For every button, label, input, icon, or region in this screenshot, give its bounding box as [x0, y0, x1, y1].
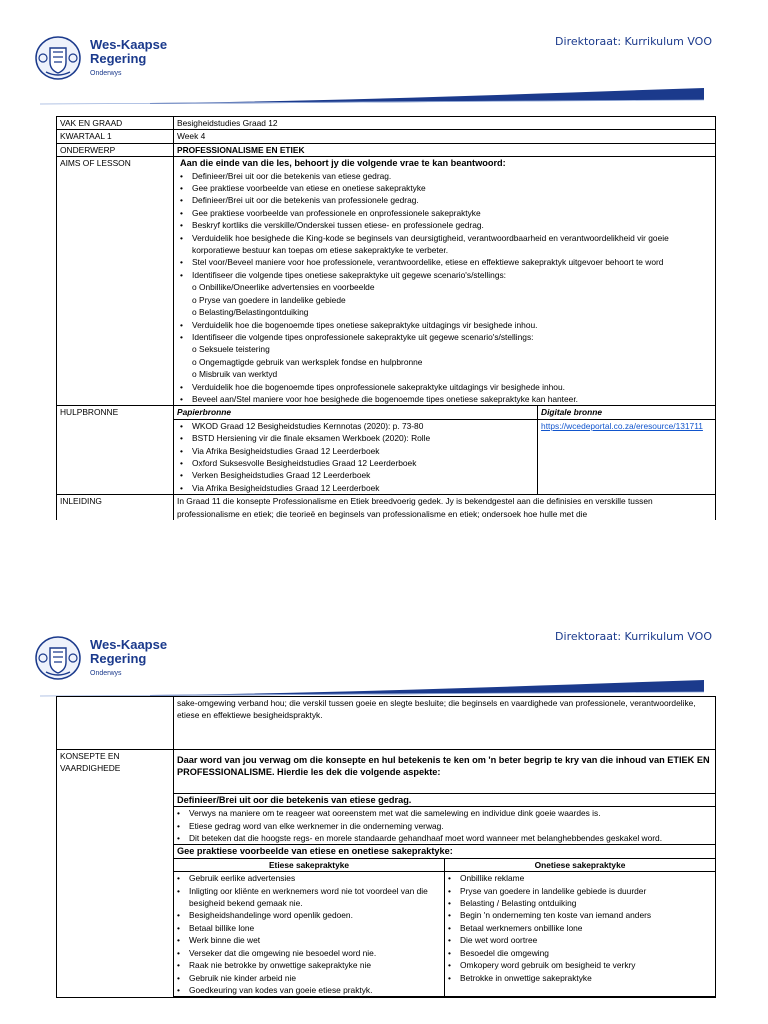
- sub-item: o Belasting/Belastingontduiking: [192, 307, 309, 318]
- table-row: [57, 143, 716, 156]
- list-item: • Via Afrika Besigheidstudies Graad 12 Leerderboek: [177, 482, 534, 494]
- list-item: • Verduidelik hoe die bogenoemde tipes onetiese sakepraktyke uitdagings vir besighede inhou.: [177, 319, 712, 331]
- table-row: [57, 750, 716, 998]
- list-item: • Besoedel die omgewing: [445, 947, 715, 959]
- list-item: • Verseker dat die omgewing nie besoedel word nie.: [174, 947, 444, 959]
- aims-list-2: [177, 319, 712, 344]
- aims-cell: [174, 157, 716, 406]
- list-item: • Beskryf kortliks die verskille/Onderskei tussen etiese- en professionele gedrag.: [177, 219, 712, 231]
- table-row: [57, 117, 716, 130]
- def-cell: [174, 807, 715, 845]
- list-item: • Verwys na maniere om te reageer wat ooreenstem met wat die samelewing en individue dink goeie waardes is.: [174, 807, 715, 819]
- aims-heading: Aan die einde van die les, behoort jy die volgende vrae te kan beantwoord:: [180, 158, 506, 169]
- list-item: • Onbillike reklame: [445, 872, 715, 884]
- list-item: • Raak nie betrokke by onwettige sakepraktyke nie: [174, 959, 444, 971]
- list-item: • Beveel aan/Stel maniere voor hoe besighede die bogenoemde tipes onetiese sakepraktyke kan hanteer.: [177, 393, 712, 405]
- list-item: • Definieer/Brei uit oor die betekenis van etiese gedrag.: [177, 170, 712, 182]
- paper-list: [177, 420, 534, 494]
- list-item: • WKOD Graad 12 Besigheidstudies Kernnotas (2020): p. 73-80: [177, 420, 534, 432]
- wcg-logo: [34, 630, 194, 685]
- header-swoosh: [0, 678, 768, 698]
- subject-label: VAK EN GRAAD: [57, 117, 174, 130]
- list-item: • Etiese gedrag word van elke werknemer in die onderneming verwag.: [174, 820, 715, 832]
- concepts-label: KONSEPTE EN VAARDIGHEDE: [57, 750, 174, 998]
- list-item: • Definieer/Brei uit oor die betekenis van professionele gedrag.: [177, 194, 712, 206]
- examples-heading: Gee praktiese voorbeelde van etiese en onetiese sakepraktyke:: [174, 845, 715, 858]
- empty-label-cell: [57, 697, 174, 750]
- list-item: • Betaal werknemers onbillike lone: [445, 922, 715, 934]
- page-gap: [0, 560, 768, 612]
- list-item: • Gebruik nie kinder arbeid nie: [174, 972, 444, 984]
- table-row: [57, 130, 716, 143]
- list-item: • Verduidelik hoe die bogenoemde tipes onprofessionele sakepraktyke uitdagings vir besighede inhou.: [177, 381, 712, 393]
- table-row: [57, 406, 716, 495]
- list-item: • Belasting / Belasting ontduiking: [445, 897, 715, 909]
- unethical-cell: [445, 872, 716, 997]
- list-item: • Betrokke in onwettige sakepraktyke: [445, 972, 715, 984]
- sub-item: o Onbillike/Oneerlike advertensies en voorbeelde: [192, 282, 375, 293]
- list-item: • Identifiseer die volgende tipes onprofessionele sakepraktyke uit gegewe scenario's/stellings:: [177, 331, 712, 343]
- ethical-list: [174, 872, 444, 996]
- list-item: • BSTD Hersiening vir die finale eksamen Werkboek (2020): Rolle: [177, 432, 534, 444]
- crest-icon: [34, 634, 82, 682]
- list-item: • Die wet word oortree: [445, 934, 715, 946]
- lesson-table: [56, 116, 716, 520]
- crest-icon: [34, 34, 82, 82]
- logo-line-3: Onderwys: [90, 670, 122, 677]
- digital-heading: Digitale bronne: [538, 406, 715, 419]
- list-item: • Gee praktiese voorbeelde van professionele en onprofessionele sakepraktyke: [177, 207, 712, 219]
- paper-heading: Papierbronne: [174, 406, 538, 419]
- term-label: KWARTAAL 1: [57, 130, 174, 143]
- list-item: • Verken Besigheidstudies Graad 12 Leerderboek: [177, 469, 534, 481]
- ethical-cell: [174, 872, 445, 997]
- logo-line-1: Wes-Kaapse: [90, 37, 168, 52]
- def-heading: Definieer/Brei uit oor die betekenis van etiese gedrag.: [174, 793, 715, 806]
- intro-label: INLEIDING: [57, 495, 174, 520]
- sub-item: o Pryse van goedere in landelike gebiede: [192, 294, 346, 305]
- continued-text: sake-omgewing verband hou; die verskil tussen goeie en slegte besluite; die beginsels en vaardighede van professionele, verantwoordelike, etiese en effektiewe besigheidspraktyk.: [174, 697, 716, 750]
- logo-line-2: Regering: [90, 651, 147, 666]
- list-item: • Dit beteken dat die hoogste regs- en morele standaarde gehandhaaf moet word wanneer met belanghebbendes geskakel word.: [174, 832, 715, 844]
- list-item: • Omkopery word gebruik om besigheid te verkry: [445, 959, 715, 971]
- term-value: Week 4: [174, 130, 716, 143]
- topic-value: PROFESSIONALISME EN ETIEK: [174, 143, 716, 156]
- unethical-list: [445, 872, 715, 984]
- sub-item: o Seksuele teistering: [192, 344, 270, 355]
- header-swoosh: [0, 86, 768, 106]
- logo-line-2: Regering: [90, 51, 147, 66]
- aims-list-3: [177, 381, 712, 406]
- list-item: • Begin 'n onderneming ten koste van iemand anders: [445, 909, 715, 921]
- aims-list: [177, 170, 712, 282]
- paper-list-cell: [174, 419, 538, 494]
- concepts-table: [174, 793, 715, 998]
- table-row: [57, 157, 716, 406]
- concepts-cell: [174, 750, 716, 998]
- list-item: • Goedkeuring van kodes van goeie etiese praktyk.: [174, 984, 444, 996]
- list-item: • Gebruik eerlike advertensies: [174, 872, 444, 884]
- ethical-heading: Etiese sakepraktyke: [174, 858, 445, 871]
- sub-item: o Ongemagtigde gebruik van werksplek fondse en hulpbronne: [192, 356, 423, 367]
- def-list: [174, 807, 715, 844]
- digital-cell: [538, 419, 715, 494]
- table-row: [57, 495, 716, 520]
- resources-table: [174, 406, 715, 494]
- wcg-logo: [34, 30, 194, 85]
- topic-label: ONDERWERP: [57, 143, 174, 156]
- directorate-title: Direktoraat: Kurrikulum VOO: [555, 35, 712, 48]
- logo-line-1: Wes-Kaapse: [90, 637, 168, 652]
- unethical-heading: Onetiese sakepraktyke: [445, 858, 716, 871]
- list-item: • Besigheidshandelinge word openlik gedoen.: [174, 909, 444, 921]
- list-item: • Werk binne die wet: [174, 934, 444, 946]
- subject-value: Besigheidstudies Graad 12: [174, 117, 716, 130]
- list-item: • Betaal billike lone: [174, 922, 444, 934]
- list-item: • Inligting oor kliënte en werknemers word nie tot voordeel van die besigheid bekend gemaak nie.: [174, 885, 444, 910]
- lesson-table-continued: [56, 696, 716, 998]
- resources-label: HULPBRONNE: [57, 406, 174, 495]
- table-row: [57, 697, 716, 750]
- resources-cell: [174, 406, 716, 495]
- list-item: • Verduidelik hoe besighede die King-kode se beginsels van deursigtigheid, verantwoordbaarheid en verantwoordelikheid vir goeie korporatiewe bestuur kan toepas om etiese sakepraktyke te verbeter.: [177, 232, 712, 257]
- concepts-intro: Daar word van jou verwag om die konsepte en hul betekenis te ken om 'n beter begrip te kry van die inhoud van ETIEK EN PROFESSIONALISME. Hierdie les dek die volgende aspekte:: [177, 755, 710, 778]
- list-item: • Identifiseer die volgende tipes onetiese sakepraktyke uit gegewe scenario's/stellings:: [177, 269, 712, 281]
- list-item: • Gee praktiese voorbeelde van etiese en onetiese sakepraktyke: [177, 182, 712, 194]
- list-item: • Stel voor/Beveel maniere voor hoe professionele, verantwoordelike, etiese en effektiewe sakepraktyk uitgevoer behoort te word: [177, 256, 712, 268]
- aims-label: AIMS OF LESSON: [57, 157, 174, 406]
- intro-text: In Graad 11 die konsepte Professionalisme en Etiek breedvoerig gedek. Jy is bekendgestel aan die definisies en verskille tussen professionalisme en etiek; die teorieë en beginsels van professionalisme en etiek; ondersoek hoe hulle met die: [174, 495, 716, 520]
- directorate-title: Direktoraat: Kurrikulum VOO: [555, 630, 712, 643]
- eresource-link[interactable]: https://wcedeportal.co.za/eresource/131711: [541, 420, 703, 431]
- list-item: • Oxford Suksesvolle Besigheidstudies Graad 12 Leerderboek: [177, 457, 534, 469]
- list-item: • Via Afrika Besigheidstudies Graad 12 Leerderboek: [177, 445, 534, 457]
- spacer: [174, 783, 715, 793]
- document-page-2: [0, 612, 768, 1024]
- logo-line-3: Onderwys: [90, 70, 122, 77]
- sub-item: o Misbruik van werktyd: [192, 369, 278, 380]
- list-item: • Pryse van goedere in landelike gebiede is duurder: [445, 885, 715, 897]
